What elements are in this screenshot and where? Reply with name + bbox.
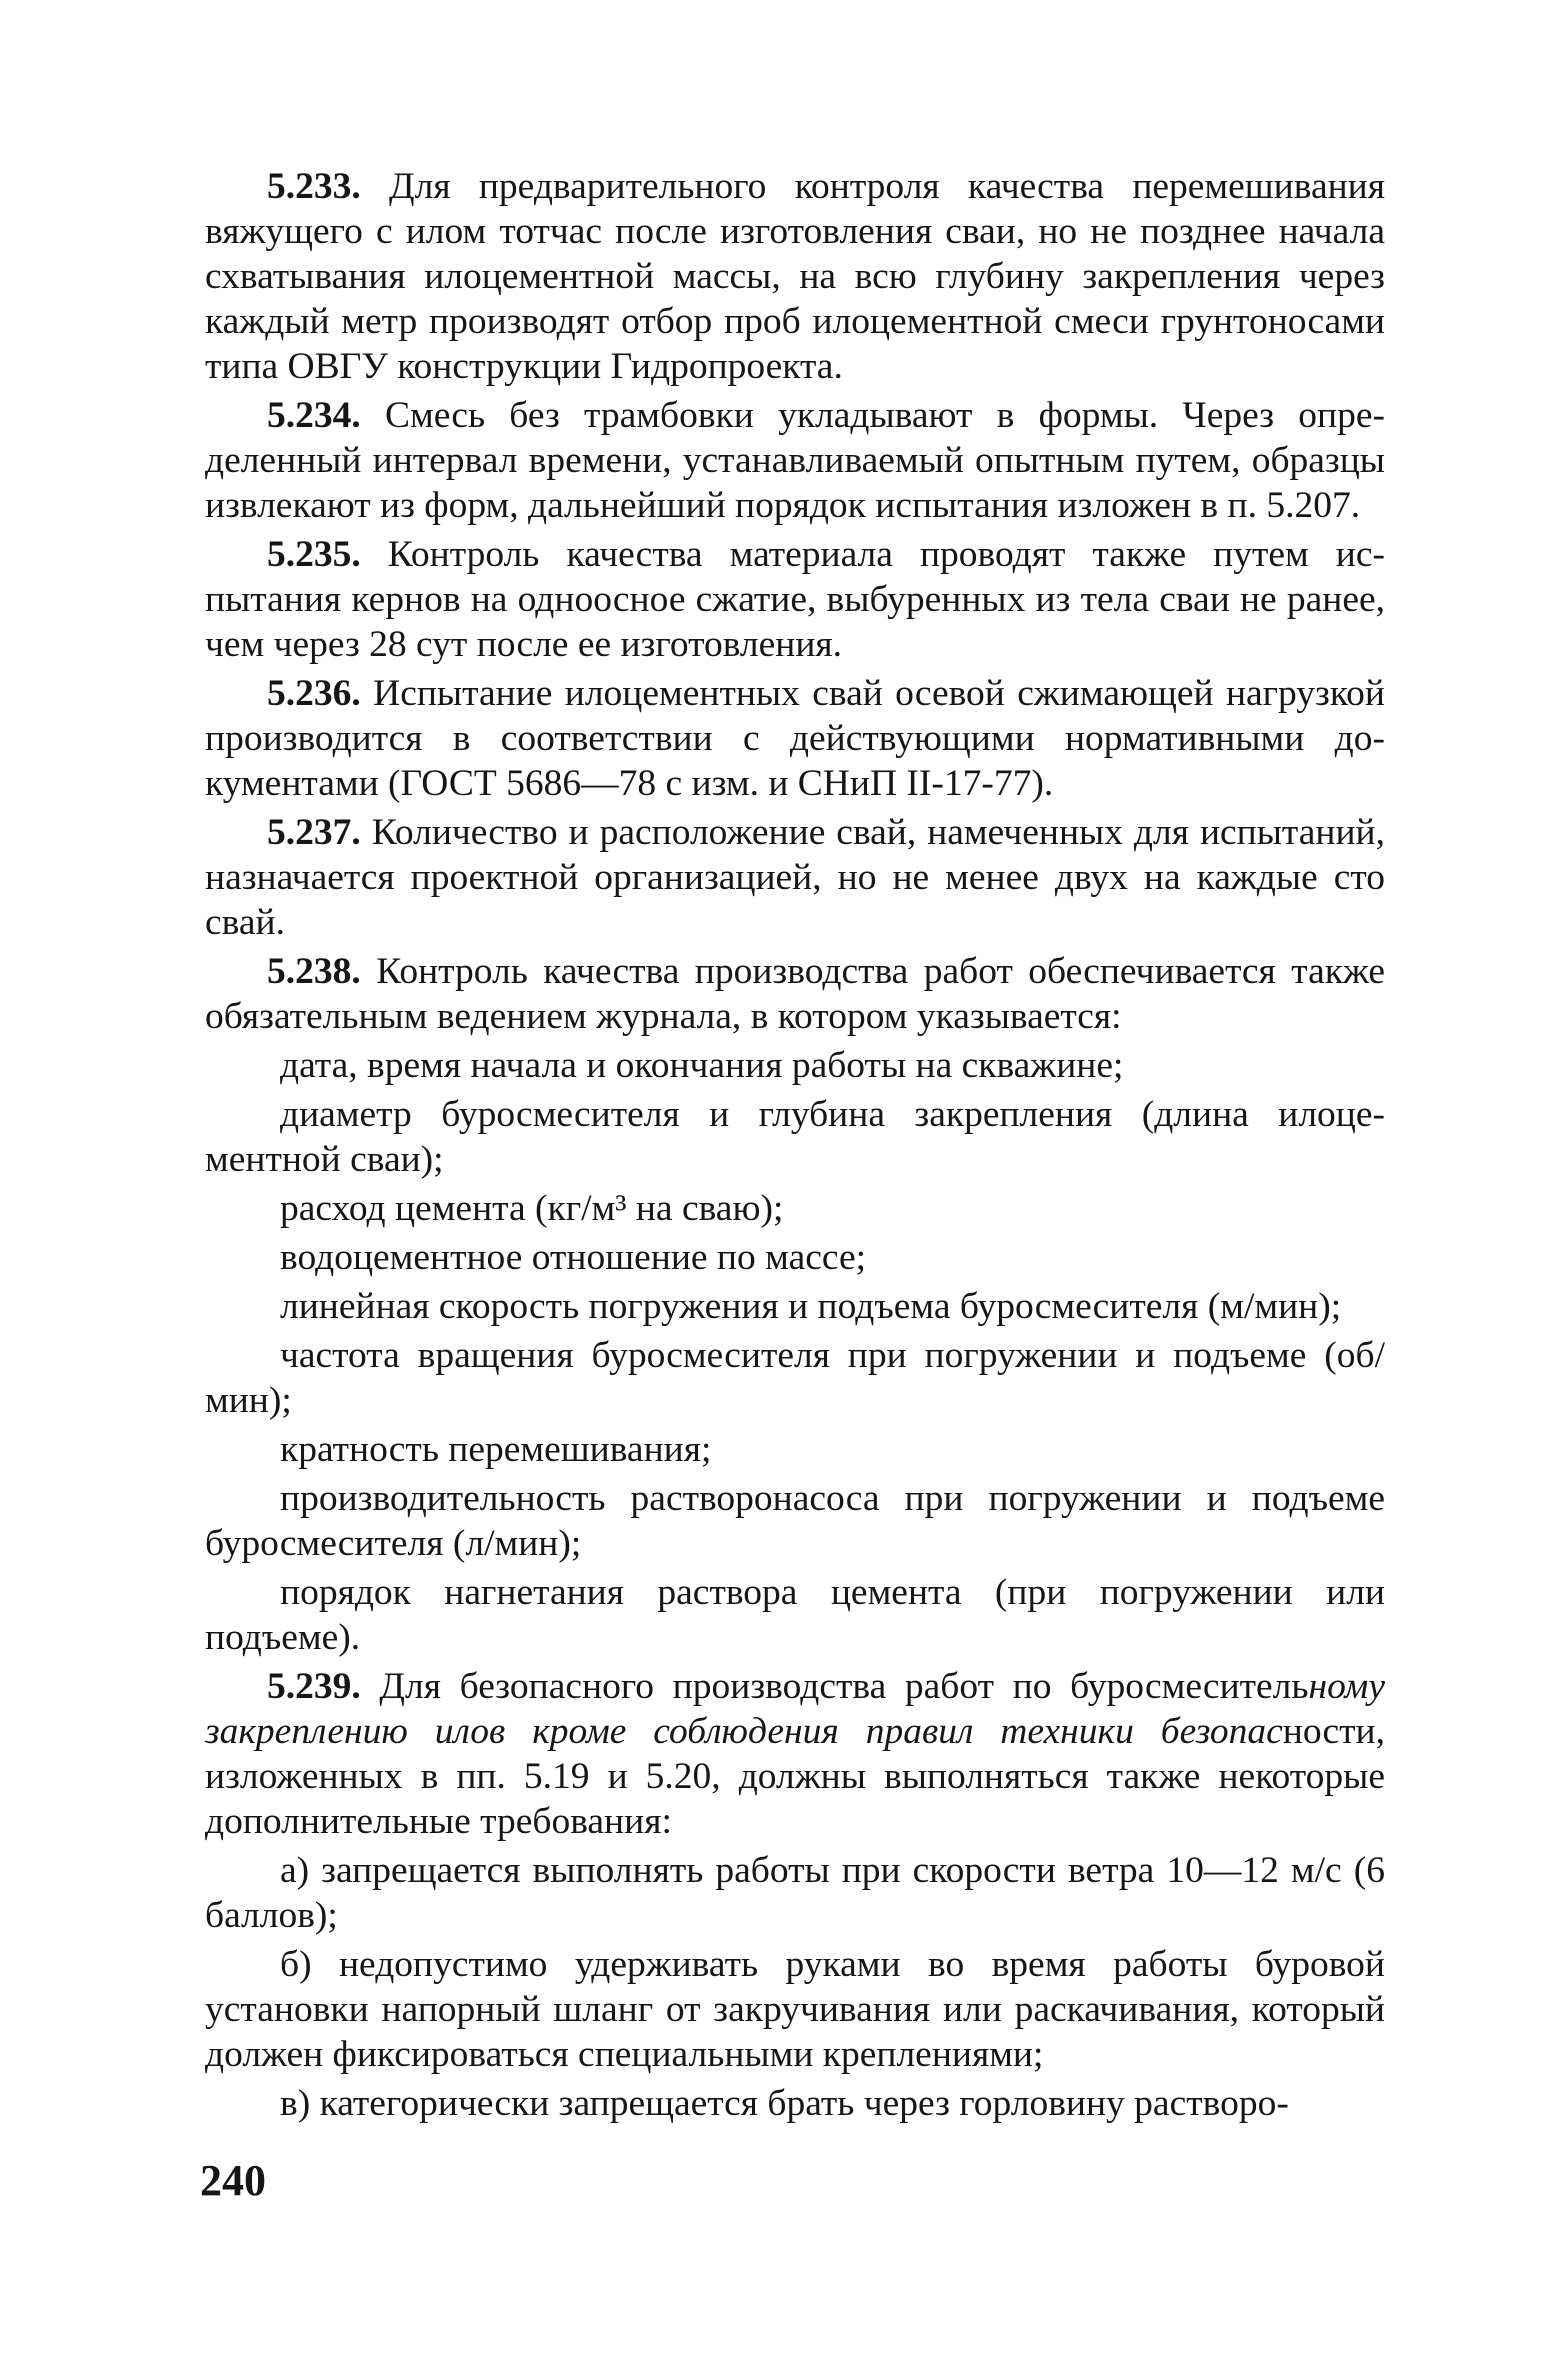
- paragraph-5-237: [205, 810, 1385, 945]
- paragraph-5-239: [205, 1664, 1385, 1844]
- clause-text: Испытание илоцементных свай осевой сжимающей нагрузкой производится в соответствии с действующими нормативными документами (ГОСТ 5686—78 с изм. и СНиП II-17-77).: [205, 673, 1385, 804]
- clause-number: 5.233.: [267, 166, 361, 207]
- page-number: 240: [200, 2156, 266, 2205]
- paragraph-5-236: [205, 671, 1385, 806]
- journal-item: производительность растворонасоса при погружении и подъеме буросмесителя (л/мин);: [205, 1478, 1385, 1564]
- safety-item: а) запрещается выполнять работы при скорости ветра 10—12 м/с (6 баллов);: [205, 1850, 1385, 1936]
- paragraph-5-238: [205, 949, 1385, 1039]
- journal-item: линейная скорость погружения и подъема буросмесителя (м/мин);: [280, 1286, 1342, 1327]
- clause-text-end: ности, изложенных в пп. 5.19 и 5.20, должны выполняться также некоторые дополнительные требования:: [205, 1711, 1385, 1842]
- journal-item: дата, время начала и окончания работы на скважине;: [280, 1045, 1124, 1086]
- clause-number: 5.234.: [267, 395, 361, 436]
- clause-text: Количество и расположение свай, намеченных для испытаний, назначается проектной организацией, но не менее двух на каждые сто свай.: [205, 812, 1385, 943]
- clause-text-italic: ному закреплению илов кроме соблюдения правил техники безопас: [205, 1666, 1385, 1752]
- clause-text: Смесь без трамбовки укладывают в формы. Через определенный интервал времени, устанавливаемый опытным путем, образцы извлекают из форм, дальнейший порядок испытания изложен в п. 5.207.: [205, 395, 1386, 526]
- clause-text: Контроль качества производства работ обеспечивается также обязательным ведением журнала, в котором указывается:: [205, 951, 1386, 1037]
- journal-item: водоцементное отношение по массе;: [280, 1237, 867, 1278]
- clause-text: Контроль качества материала проводят также путем испытания кернов на одноосное сжатие, выбуренных из тела сваи не ранее, чем через 28 сут после ее изготовления.: [205, 534, 1386, 665]
- clause-text: Для предварительного контроля качества перемешивания вяжущего с илом тотчас после изготовления сваи, но не позднее начала схватывания илоцементной массы, на всю глубину закрепления через каждый метр производят отбор проб илоцементной смеси грунтоносами типа ОВГУ конструкции Гидропроекта.: [205, 166, 1385, 387]
- clause-number: 5.237.: [267, 812, 361, 853]
- clause-number: 5.236.: [267, 673, 361, 714]
- journal-item: частота вращения буросмесителя при погружении и подъеме (об/мин);: [205, 1335, 1385, 1421]
- safety-item: б) недопустимо удерживать руками во время работы буровой установки напорный шланг от закручивания или раскачивания, который должен фиксироваться специальными креплениями;: [205, 1944, 1385, 2075]
- safety-item: в) категорически запрещается брать через горловину растворо-: [280, 2083, 1289, 2124]
- page-body: [205, 164, 1385, 2130]
- paragraph-5-233: [205, 164, 1385, 389]
- paragraph-5-234: [205, 393, 1385, 528]
- clause-text-start: Для безопасного производства работ по буросмеситель: [379, 1666, 1309, 1707]
- journal-item: расход цемента (кг/м³ на сваю);: [280, 1188, 784, 1229]
- journal-item: кратность перемешивания;: [280, 1429, 712, 1470]
- paragraph-5-235: [205, 532, 1385, 667]
- clause-number: 5.239.: [267, 1666, 361, 1707]
- clause-number: 5.238.: [267, 951, 361, 992]
- journal-item: диаметр буросмесителя и глубина закрепления (длина илоцементной сваи);: [205, 1094, 1385, 1180]
- clause-number: 5.235.: [267, 534, 361, 575]
- journal-item: порядок нагнетания раствора цемента (при погружении или подъеме).: [205, 1572, 1385, 1658]
